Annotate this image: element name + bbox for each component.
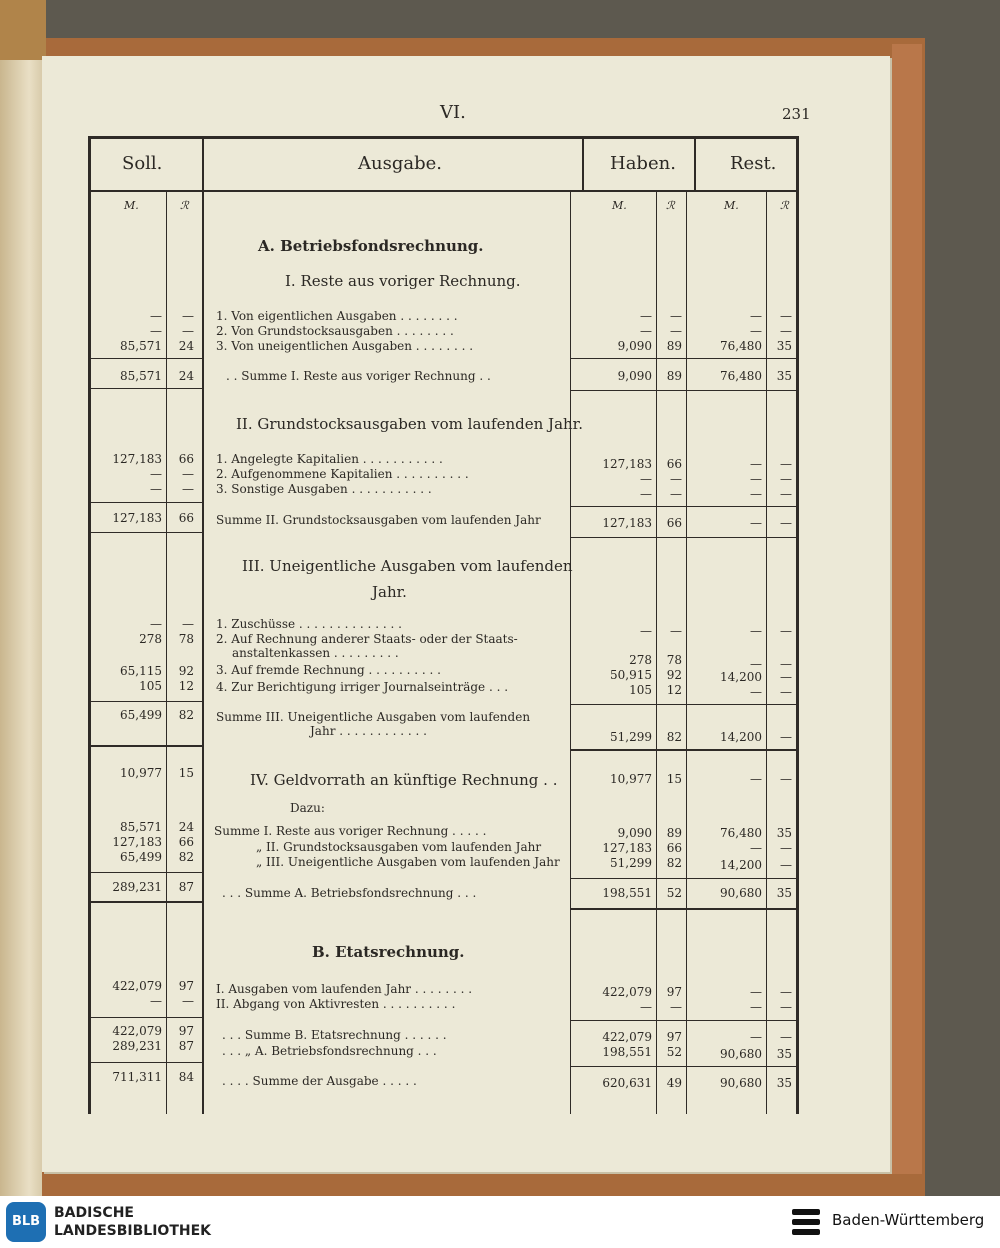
library-name-line2: LANDESBIBLIOTHEK <box>54 1223 212 1239</box>
header-divider <box>88 190 799 192</box>
scanned-page: VI. 231 Soll. Ausgabe. Haben. Rest. M. ℛ M. ℛ M. ℛ A. Betriebsfondsrechnung. I. Reste aus voriger Rechnung. — — 1. Von eigentlichen Ausgaben . . . . . . . . — — — — — — 2. Von Grundstocksausgaben . . . . . . . . — — — — 85,571 24 3. Von uneigentlichen Ausgaben . . . . . . . . 9,090 89 76,480 35 85,571 24 . . Summe I. Reste aus voriger Rechnung . . 9,090 89 76,480 35 II. Grundstocksausgaben vom laufenden Jahr. 127,183 66 1. Angelegte Kapitalien . . . . . . . . . . . 127,183 66 — — — — 2. Aufgenommene Kapitalien . . . . . . . . . . — — — — — — 3. Sonstige Ausgaben . . . . . . . . . . . — — — — 127,183 66 Summe II. Grundstocksausgaben vom laufenden Jahr 127,183 66 — — III. Uneigentliche Ausgaben vom laufenden Jahr. — — 1. Zuschüsse . . . . . . . . . . . . . . — — — — 278 78 2. Auf Rechnung anderer Staats- oder der Staats- anstaltenkassen . . . . . . . . . 278 78 — — 65,115 92 3. Auf fremde Rechnung . . . . . . . . . . 50,915 92 14,200 — 105 12 4. Zur Berichtigung irriger Journalseinträge . . . 105 12 — — 65,499 82 Summe III. Uneigentliche Ausgaben vom laufenden Jahr . . . . . . . . . . . . 51,299 82 14,200 — 10,977 15 IV. Geldvorrath an künftige Rechnung . . 10,977 15 — — Dazu: 85,571 24 Summe I. Reste aus voriger Rechnung . . . . . 9,090 89 76,480 35 127,183 66 „ II. Grundstocksausgaben vom laufenden Jahr 127,183 66 — — 65,499 82 „ III. Uneigentliche Ausgaben vom laufenden Jahr 51,299 82 14,200 — 289,231 87 . . . Summe A. Betriebsfondsrechnung . . . 198,551 52 90,680 35 B. Etatsrechnung. 422,079 97 I. Ausgaben vom laufenden Jahr . . . . . . . . 422,079 97 — — — — II. Abgang von Aktivresten . . . . . . . . . . — — — — 422,079 97 . . . Summe B. Etatsrechnung . . . . . . 422,079 97 — — 289,231 87 . . . „ A. Betriebsfondsrechnung . . . 198,551 52 90,680 35 711,311 84 . . . . Summe der Ausgabe . . . . . 620,631 49 90,680 35 <box>0 0 1000 1196</box>
rule <box>90 388 202 389</box>
chapter-number: VI. <box>440 102 466 123</box>
section-a-title: A. Betriebsfondsrechnung. <box>258 237 484 255</box>
library-name[interactable] <box>54 1204 211 1240</box>
rule <box>570 1020 796 1021</box>
rule <box>90 701 202 702</box>
book-spine <box>0 0 42 1196</box>
unit-mark-soll: M. <box>124 199 139 212</box>
rule <box>570 390 796 391</box>
rule <box>570 1066 796 1067</box>
unit-pf-rest: ℛ <box>780 199 789 212</box>
col-divider-haben-pf <box>656 192 657 1114</box>
rule <box>570 537 796 538</box>
header-rest: Rest. <box>730 153 777 174</box>
rule <box>570 358 796 359</box>
col-divider-haben-head <box>582 136 584 192</box>
table-left-border <box>88 136 91 1114</box>
rule <box>90 901 202 903</box>
col-divider-soll-pf <box>166 192 167 1114</box>
rule <box>90 745 202 747</box>
header-haben: Haben. <box>610 153 676 174</box>
unit-pf-soll: ℛ <box>180 199 189 212</box>
page-number: 231 <box>782 105 811 123</box>
cover-edge <box>892 44 922 1174</box>
unit-mark-haben: M. <box>612 199 627 212</box>
header-ausgabe: Ausgabe. <box>358 153 442 174</box>
col-divider-soll <box>202 136 204 1114</box>
section-b-title: B. Etatsrechnung. <box>312 943 465 961</box>
rule <box>570 704 796 705</box>
rule <box>570 506 796 507</box>
section-a-ii-title: II. Grundstocksausgaben vom laufenden Jahr. <box>236 415 583 433</box>
rule <box>570 908 796 910</box>
library-name-line1: BADISCHE <box>54 1205 134 1221</box>
baden-wuerttemberg-lions-icon <box>790 1206 822 1238</box>
table-top-border <box>88 136 799 139</box>
unit-pf-haben: ℛ <box>666 199 675 212</box>
rule <box>90 1062 202 1063</box>
col-divider-haben <box>570 192 571 1114</box>
blb-logo-icon[interactable]: BLB <box>6 1202 46 1242</box>
section-a-iii-title-cont: Jahr. <box>372 583 407 601</box>
section-a-iv-title: IV. Geldvorrath an künftige Rechnung . . <box>250 771 558 789</box>
rule <box>570 749 796 751</box>
rule <box>90 1017 202 1018</box>
dazu-label: Dazu: <box>290 801 325 815</box>
viewer-footer <box>0 1196 1000 1248</box>
rule <box>570 878 796 879</box>
rule <box>90 358 202 359</box>
header-soll: Soll. <box>122 153 163 174</box>
table-right-border <box>796 136 799 1114</box>
rule <box>90 872 202 873</box>
col-divider-rest-head <box>694 136 696 192</box>
col-divider-rest-pf <box>766 192 767 1114</box>
state-name[interactable]: Baden-Württemberg <box>832 1211 985 1229</box>
col-divider-rest <box>686 192 687 1114</box>
unit-mark-rest: M. <box>724 199 739 212</box>
section-a-i-title: I. Reste aus voriger Rechnung. <box>285 272 521 290</box>
section-a-iii-title: III. Uneigentliche Ausgaben vom laufenden <box>242 557 573 575</box>
rule <box>90 532 202 533</box>
rule <box>90 502 202 503</box>
spine-top <box>0 0 46 60</box>
